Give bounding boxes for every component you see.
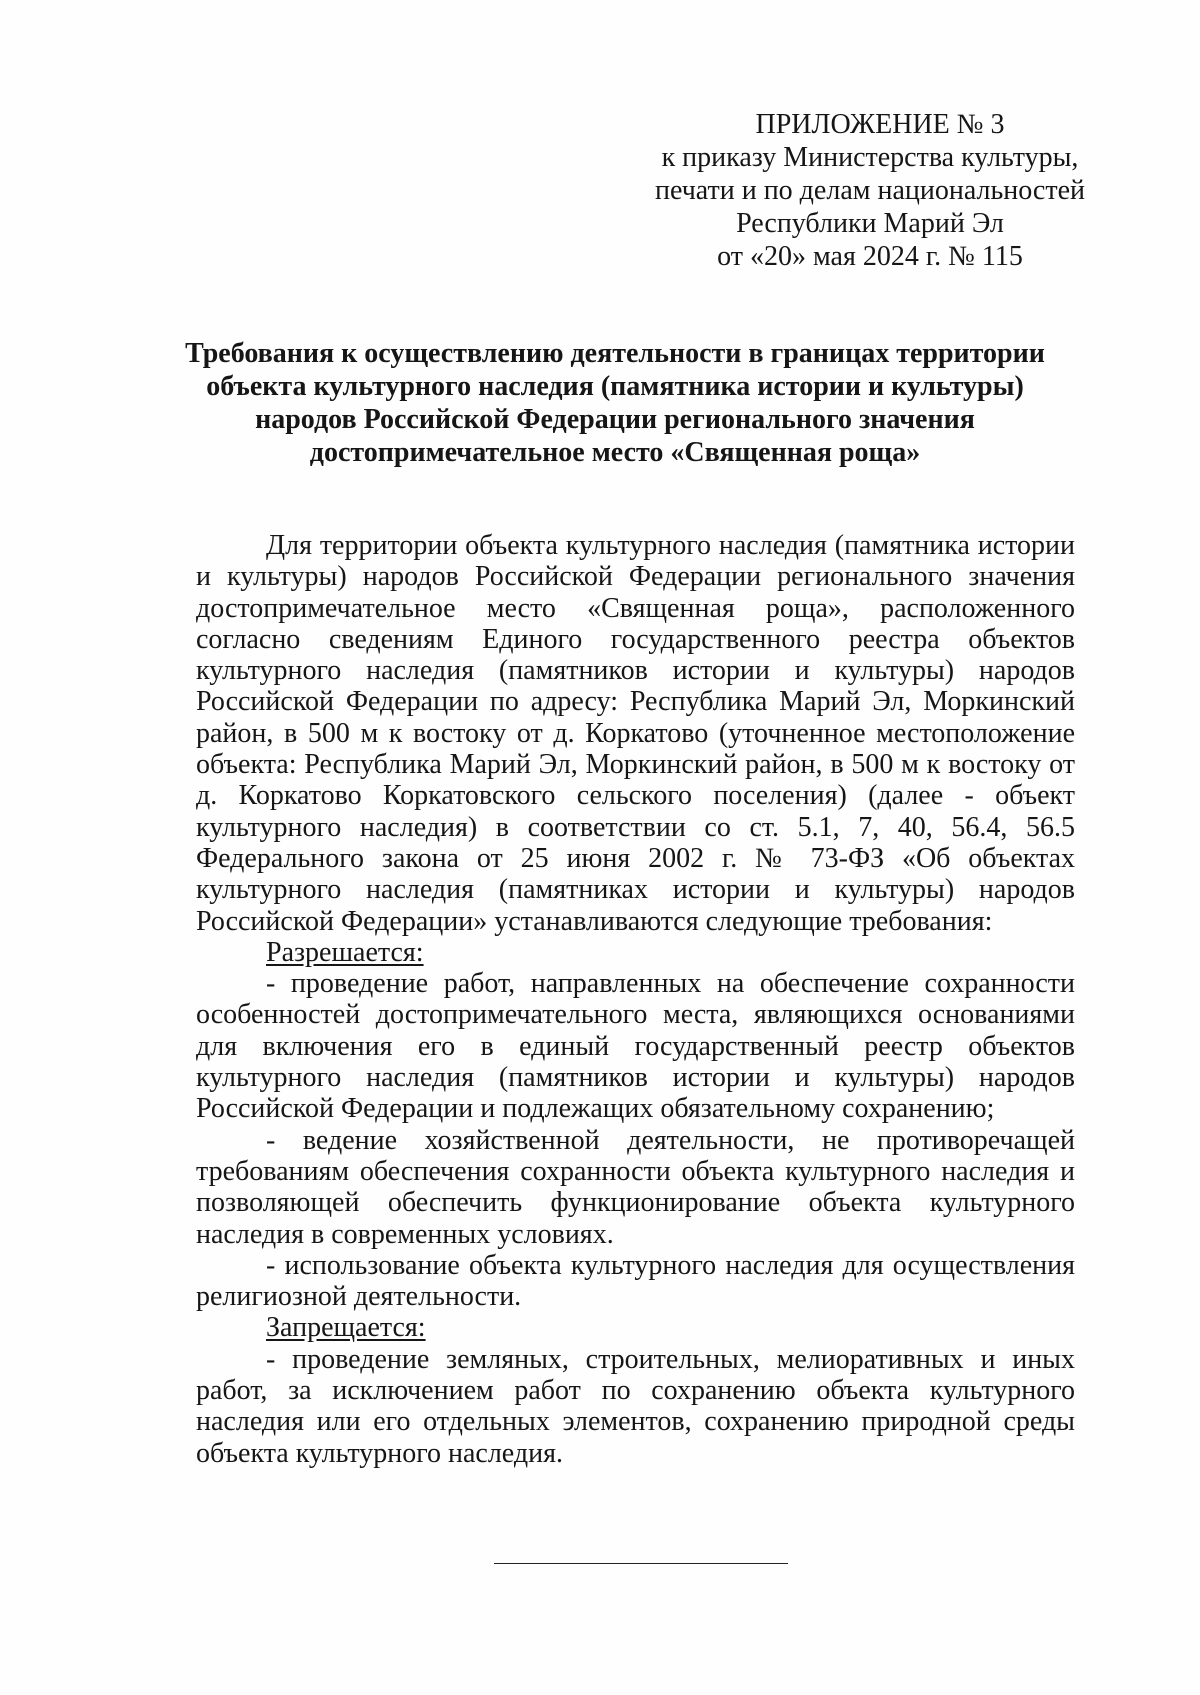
- annex-number: ПРИЛОЖЕНИЕ № 3: [755, 109, 1005, 140]
- forbidden-heading: [196, 1312, 1075, 1343]
- annex-order-date: от «20» мая 2024 г. № 115: [717, 241, 1023, 272]
- title-line: достопримечательное место «Священная роща»: [309, 437, 921, 468]
- forbidden-item: - проведение земляных, строительных, мелиоративных и иных работ, за исключением работ по сохранению объекта культурного наследия или его отдельных элементов, сохранению природной среды объекта культурного наследия.: [196, 1343, 1075, 1469]
- annex-reference-republic: Республики Марий Эл: [736, 208, 1004, 239]
- allowed-heading-text: Разрешается:: [266, 936, 424, 968]
- intro-paragraph: Для территории объекта культурного наследия (памятника истории и культуры) народов Российской Федерации регионального значения достопримечательное место «Священная роща», расположенного согласно сведениям Единого государственного реестра объектов культурного наследия (памятников истории и культуры) народов Российской Федерации по адресу: Республика Марий Эл, Моркинский район, в 500 м к востоку от д. Коркатово (уточненное местоположение объекта: Республика Марий Эл, Моркинский район, в 500 м к востоку от д. Коркатово Коркатовского сельского поселения) (далее - объект культурного наследия) в соответствии со ст. 5.1, 7, 40, 56.4, 56.5 Федерального закона от 25 июня 2002 г. № 73-ФЗ «Об объектах культурного наследия (памятниках истории и культуры) народов Российской Федерации» устанавливаются следующие требования:: [196, 530, 1075, 937]
- title-line: объекта культурного наследия (памятника истории и культуры): [206, 371, 1024, 402]
- document-body: [196, 530, 1075, 1469]
- title-line: народов Российской Федерации регионального значения: [255, 404, 975, 435]
- annex-reference-ministry: печати и по делам национальностей: [654, 175, 1086, 206]
- end-divider: [494, 1563, 788, 1564]
- annex-reference: к приказу Министерства культуры,: [661, 142, 1079, 173]
- allowed-item: - проведение работ, направленных на обеспечение сохранности особенностей достопримечательного места, являющихся основаниями для включения его в единый государственный реестр объектов культурного наследия (памятников истории и культуры) народов Российской Федерации и подлежащих обязательному сохранению;: [196, 968, 1075, 1125]
- allowed-item: - использование объекта культурного наследия для осуществления религиозной деятельности.: [196, 1249, 1075, 1313]
- title-line: Требования к осуществлению деятельности в границах территории: [185, 338, 1045, 369]
- annex-header: [620, 108, 1120, 273]
- allowed-item: - ведение хозяйственной деятельности, не противоречащей требованиям обеспечения сохранности объекта культурного наследия и позволяющей обеспечить функционирование объекта культурного наследия в современных условиях.: [196, 1124, 1075, 1250]
- document-title: [150, 337, 1080, 469]
- allowed-heading: [196, 937, 1075, 968]
- forbidden-heading-text: Запрещается:: [266, 1312, 426, 1344]
